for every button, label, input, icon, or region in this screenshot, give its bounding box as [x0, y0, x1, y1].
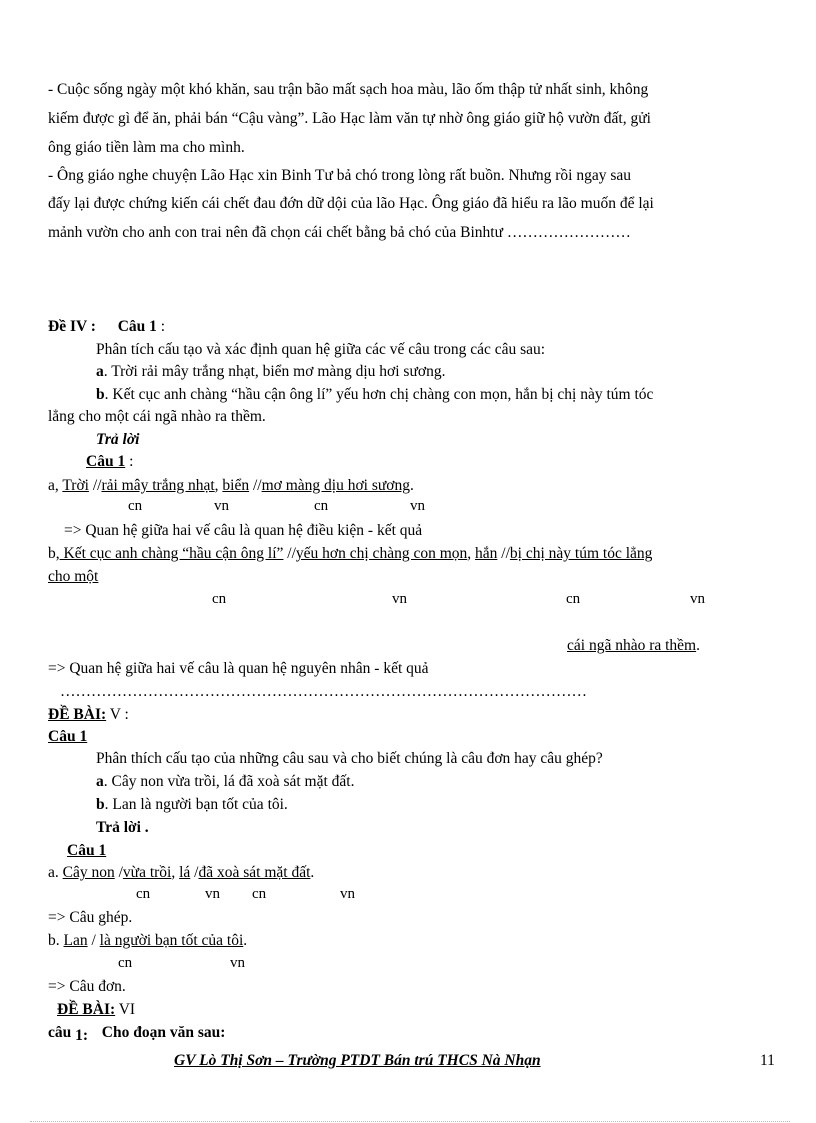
de4-a-subject-2: biển: [222, 477, 250, 494]
de5-heading-number: V :: [106, 706, 129, 723]
de5-b-label-cn: cn: [118, 955, 133, 971]
para1-line-6: mảnh vườn cho anh con trai nên đã chọn cái chết bằng bả chó của Binhtư ……………………: [48, 224, 631, 241]
de4-a-label-vn-1: vn: [214, 498, 229, 514]
de5-a-label-vn-1: vn: [205, 886, 220, 902]
de4-b-predicate-1: yếu hơn chị chàng con mọn: [295, 545, 468, 562]
de4-b-sep-1: //: [283, 545, 296, 562]
de4-a-label-vn-2: vn: [410, 498, 425, 514]
de5-a-label-vn-2: vn: [340, 886, 355, 902]
de5-b-result: => Câu đơn.: [48, 978, 126, 995]
de6-heading: [57, 1000, 135, 1020]
de4-a-text: . Trời rải mây trắng nhạt, biển mơ màng dịu hơi sương.: [103, 363, 446, 380]
de4-b-comma: ,: [467, 545, 476, 562]
de4-answer-cau-label: Câu 1: [86, 453, 126, 470]
de4-a-label: a: [96, 363, 104, 380]
de5-answer-cau: Câu 1: [67, 842, 107, 859]
de4-dotted-line: …………………………………………………………………………………………: [60, 683, 587, 700]
de5-b-end: .: [243, 932, 248, 949]
de4-a-label-cn-2: cn: [314, 498, 329, 514]
de4-a-comma: ,: [214, 477, 223, 494]
para1-line-4: - Ông giáo nghe chuyện Lão Hạc xin Binh Tư bả chó trong lòng rất buồn. Nhưng rồi ngay sau: [48, 167, 632, 184]
de5-a-label-cn-1: cn: [136, 886, 151, 902]
de5-a-predicate-1: vừa trồi: [122, 864, 172, 881]
de5-b-text: . Lan là người bạn tốt của tôi.: [104, 796, 288, 813]
de4-analysis-b: [48, 544, 652, 564]
de4-b-label-vn-2: vn: [690, 591, 705, 607]
de4-a-sep-2: //: [249, 477, 262, 494]
de4-analysis-a: [48, 476, 414, 496]
para1-line-5: đấy lại được chứng kiến cái chết đau đớn dữ dội của lão Hạc. Ông giáo đã hiểu ra lão muốn để lại: [48, 195, 654, 212]
de4-b-predicate-2: bị chị này túm tóc lẳng: [509, 545, 653, 562]
de5-answer-title: Trả lời .: [96, 819, 149, 836]
de4-b-text-2: lẳng cho một cái ngã nhào ra thềm.: [48, 408, 266, 425]
de5-a-text: . Cây non vừa trồi, lá đã xoà sát mặt đất.: [103, 773, 355, 790]
de4-heading: [48, 317, 165, 337]
de5-b-prefix: b.: [48, 932, 64, 949]
de4-a-end: .: [409, 477, 414, 494]
de4-prompt: Phân tích cấu tạo và xác định quan hệ giữa các vế câu trong các câu sau:: [96, 341, 546, 358]
de4-b-sep-2: //: [497, 545, 510, 562]
de5-a-subject-2: lá: [179, 864, 191, 881]
de5-b-sep: /: [87, 932, 100, 949]
de5-a-label: a: [96, 773, 104, 790]
footer-author: GV Lò Thị Sơn – Trường PTDT Bán trú THCS Nà Nhạn: [174, 1052, 541, 1069]
de5-a-sep-2: /: [190, 864, 199, 881]
de6-cau-colon: :: [82, 1027, 89, 1044]
de4-b-label-cn-1: cn: [212, 591, 227, 607]
de5-cau-label: Câu 1: [48, 728, 88, 745]
de4-a-prefix: a,: [48, 477, 63, 494]
de4-a-predicate-2: mơ màng dịu hơi sương: [261, 477, 410, 494]
de6-heading-number: VI: [115, 1001, 136, 1018]
de5-a-prefix: a.: [48, 864, 63, 881]
de5-b-label-vn: vn: [230, 955, 245, 971]
de5-a-label-cn-2: cn: [252, 886, 267, 902]
de4-a-predicate-1: rải mây trắng nhạt: [101, 477, 215, 494]
de4-a-relation: => Quan hệ giữa hai vế câu là quan hệ điều kiện - kết quả: [64, 522, 423, 539]
de4-answer-cau: [86, 452, 133, 472]
page-footer: [0, 1050, 816, 1072]
de6-cau: [48, 1023, 225, 1043]
de6-prompt: Cho đoạn văn sau:: [101, 1024, 226, 1041]
de5-a-comma: ,: [171, 864, 180, 881]
de4-b-label-vn-1: vn: [392, 591, 407, 607]
de4-b-tail-end: .: [696, 637, 700, 654]
de4-item-a: [96, 362, 445, 382]
de4-b-label-cn-2: cn: [566, 591, 581, 607]
para1-line-1: - Cuộc sống ngày một khó khăn, sau trận bão mất sạch hoa màu, lão ốm thập tử nhất sinh, không: [48, 81, 649, 98]
de6-heading-label: ĐỀ BÀI:: [57, 1001, 116, 1018]
de4-b-tail: [567, 636, 700, 656]
de4-b-label: b: [96, 386, 105, 403]
de5-a-predicate-2: đã xoà sát mặt đất: [198, 864, 311, 881]
de4-b-subject-2: hắn: [475, 545, 498, 562]
de4-a-sep-1: //: [88, 477, 102, 494]
de4-b-relation: => Quan hệ giữa hai vế câu là quan hệ nguyên nhân - kết quả: [48, 660, 429, 677]
de4-b-tail-text: cái ngã nhào ra thềm: [567, 637, 697, 654]
de5-prompt: Phân thích cấu tạo của những câu sau và cho biết chúng là câu đơn hay câu ghép?: [96, 750, 603, 767]
de4-heading-label: Đề IV :: [48, 318, 96, 335]
de5-b-label: b: [96, 796, 105, 813]
de4-b-subject-1: Kết cục anh chàng “hầu cận ông lí”: [59, 545, 284, 562]
de5-b-predicate: là người bạn tốt của tôi: [99, 932, 244, 949]
de5-analysis-a: [48, 863, 314, 883]
de4-b-predicate-2-cont: cho một: [48, 568, 99, 585]
de6-cau-label: câu: [48, 1024, 76, 1041]
footer-page-number: 11: [760, 1052, 775, 1069]
de5-a-result: => Câu ghép.: [48, 909, 133, 926]
de5-item-b: [96, 795, 288, 815]
de4-cau-colon: :: [156, 318, 166, 335]
de5-item-a: [96, 772, 355, 792]
de4-b-text-1: . Kết cục anh chàng “hầu cận ông lí” yếu hơn chị chàng con mọn, hắn bị chị này túm tóc: [104, 386, 654, 403]
de4-cau-label: Câu 1: [117, 318, 157, 335]
de4-a-subject-1: Trời: [62, 477, 89, 494]
de5-analysis-b: [48, 931, 247, 951]
de5-heading: [48, 705, 129, 725]
de5-a-end: .: [310, 864, 315, 881]
de5-a-subject-1: Cây non: [62, 864, 115, 881]
de4-answer-cau-colon: :: [125, 453, 134, 470]
para1-line-3: ông giáo tiền làm ma cho mình.: [48, 139, 245, 156]
de6-cau-number: 1: [75, 1027, 83, 1044]
de4-a-label-cn-1: cn: [128, 498, 143, 514]
de4-answer-title: Trả lời: [96, 431, 140, 448]
de4-b-prefix: b,: [48, 545, 60, 562]
de5-a-sep-1: /: [114, 864, 123, 881]
page-bottom-rule: [30, 1121, 790, 1122]
para1-line-2: kiếm được gì để ăn, phải bán “Cậu vàng”. Lão Hạc làm văn tự nhờ ông giáo giữ hộ vườn đất, gửi: [48, 110, 651, 127]
de5-b-subject: Lan: [63, 932, 88, 949]
de5-heading-label: ĐỀ BÀI:: [48, 706, 107, 723]
de4-item-b: [96, 385, 653, 405]
